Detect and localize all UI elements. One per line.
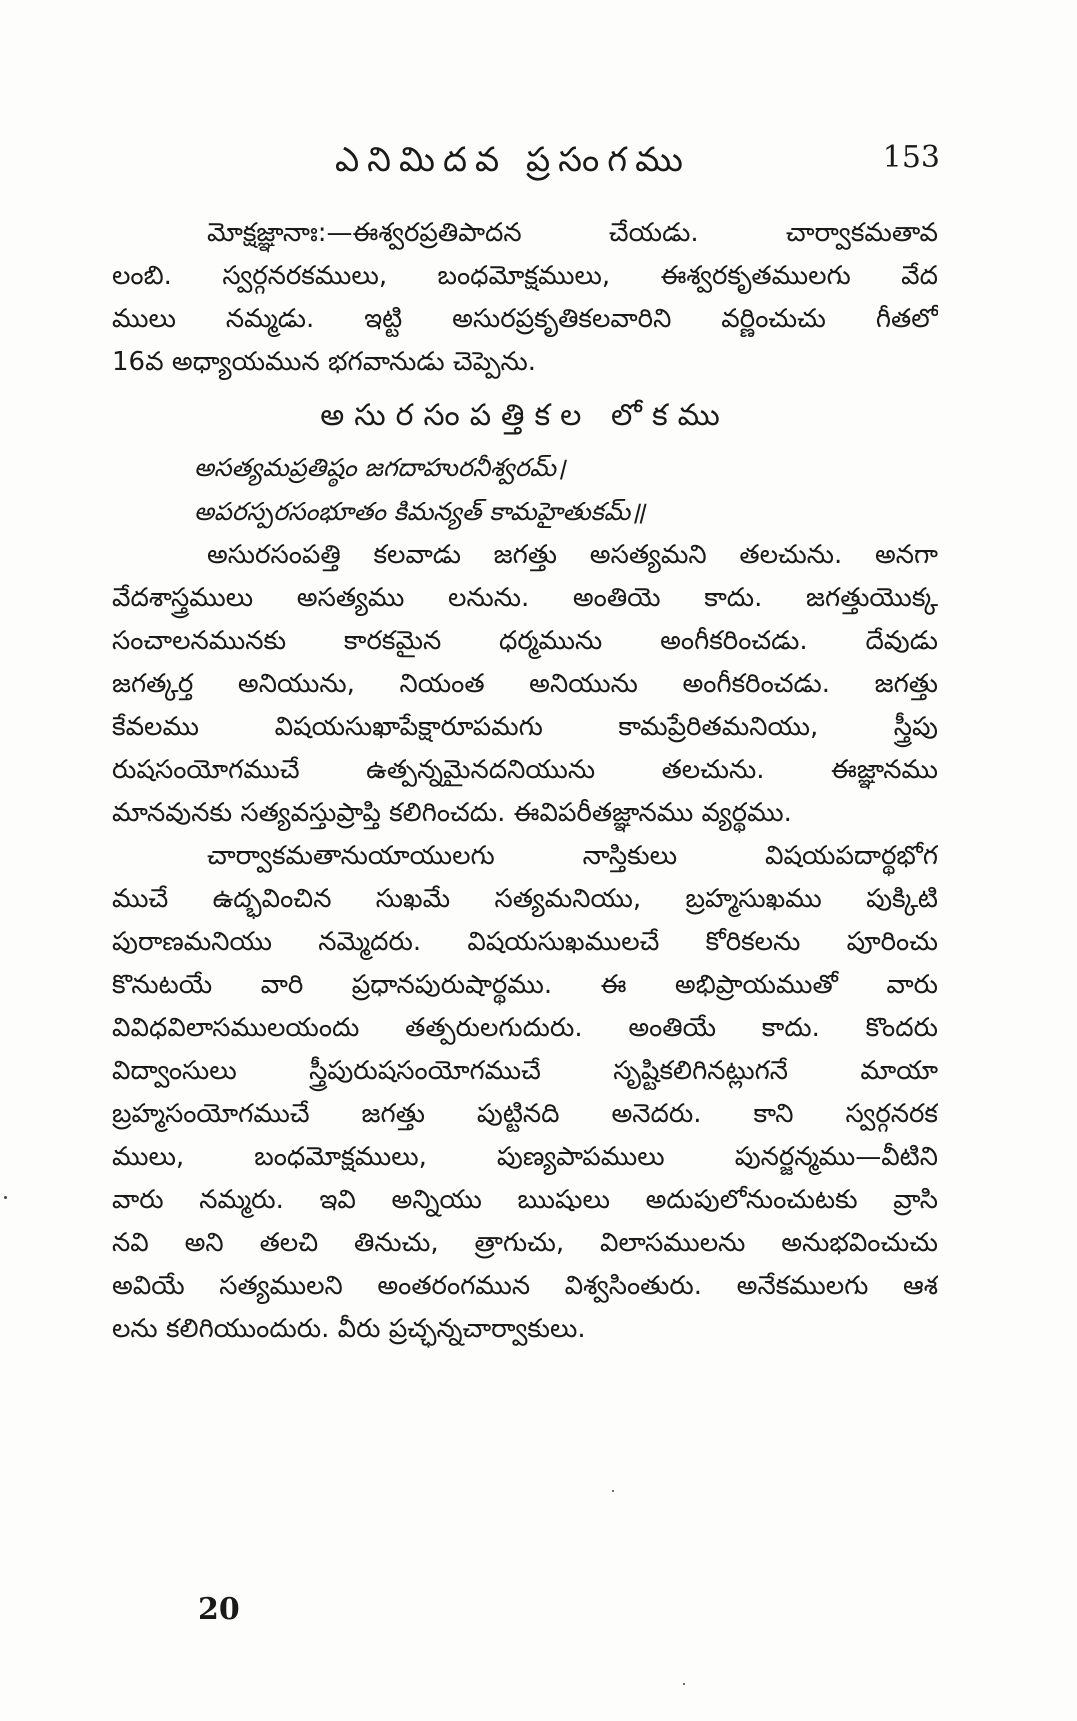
text-line: మానవునకు సత్యవస్తుప్రాప్తి కలిగించదు. ఈవిపరీతజ్ఞానము వ్యర్థము. [112,798,792,828]
text-line: కేవలము విషయసుఖాపేక్షారూపమగు కామప్రేరితమనియు, స్త్రీపు [112,712,938,742]
text-line: అసురసంపత్తి కలవాడు జగత్తు అసత్యమని తలచును. అనగా [207,540,938,570]
body-text [112,212,938,1351]
section-heading: అసురసంపత్తికల లోకము [320,398,730,433]
paragraph-3 [112,835,938,1351]
text-line: లను కలిగియుందురు. వీరు ప్రచ్ఛన్నచార్వాకులు. [112,1314,586,1344]
text-line: ములు నమ్మడు. ఇట్టి అసురప్రకృతికలవారిని వర్ణించుచు గీతలో [112,304,938,334]
running-title: ఎనిమిదవ ప్రసంగము [335,140,691,180]
text-line: లంబి. స్వర్గనరకములు, బంధమోక్షములు, ఈశ్వరకృతములగు వేద [112,261,938,291]
text-line: రుషసంయోగముచే ఉత్పన్నమైనదనియును తలచును. ఈజ్ఞానము [112,755,938,785]
text-line: పురాణమనియు నమ్మెదరు. విషయసుఖములచే కోరికలను పూరించు [112,927,938,957]
text-line: అవియే సత్యములని అంతరంగమున విశ్వసింతురు. అనేకములగు ఆశ [112,1271,938,1301]
paragraph-2 [112,534,938,835]
verse-block [112,446,938,534]
text-line: వివిధవిలాసములయందు తత్పరులగుదురు. అంతియే కాదు. కొందరు [112,1013,938,1043]
text-line: కొనుటయే వారి ప్రధానపురుషార్థము. ఈ అభిప్రాయముతో వారు [112,970,938,1000]
text-line: 16వ అధ్యాయమున భగవానుడు చెప్పెను. [112,347,537,377]
text-line: బ్రహ్మసంయోగముచే జగత్తు పుట్టినది అనెదరు. కాని స్వర్గనరక [112,1099,938,1129]
text-line: చార్వాకమతానుయాయులగు నాస్తికులు విషయపదార్థభోగ [207,841,938,871]
text-line: నవి అని తలచి తినుచు, త్రాగుచు, విలాసములను అనుభవించుచు [112,1228,938,1258]
text-line: వేదశాస్త్రములు అసత్యము లనును. అంతియె కాదు. జగత్తుయొక్క [112,583,938,613]
verse-line: అపరస్పరసంభూతం కిమన్యత్ కామహైతుకమ్॥ [194,497,646,526]
print-speck [4,1196,7,1199]
text-line: ముచే ఉద్భవించిన సుఖమే సత్యమనియు, బ్రహ్మసుఖము పుక్కిటి [112,884,938,914]
signature-mark: 20 [198,1592,240,1627]
verse-line: అసత్యమప్రతిష్ఠం జగదాహురనీశ్వరమ్। [194,453,566,482]
text-line: మోక్షజ్ఞానాః:—ఈశ్వరప్రతిపాదన చేయడు. చార్వాకమతావ [207,218,938,248]
page-number: 153 [882,140,940,175]
text-line: విద్వాంసులు స్త్రీపురుషసంయోగముచే సృష్టికలిగినట్లుగనే మాయా [112,1056,938,1086]
page-header [110,140,940,190]
print-speck [683,1683,685,1685]
text-line: ములు, బంధమోక్షములు, పుణ్యపాపములు పునర్జన్మము—వీటిని [112,1142,938,1172]
print-speck [612,1490,614,1492]
text-line: జగత్కర్త అనియును, నియంత అనియును అంగీకరించడు. జగత్తు [112,669,938,699]
text-line: సంచాలనమునకు కారకమైన ధర్మమును అంగీకరించడు. దేవుడు [112,626,938,656]
text-line: వారు నమ్మరు. ఇవి అన్నియు ఋషులు అదుపులోనుంచుటకు వ్రాసి [112,1185,938,1215]
paragraph-1 [112,212,938,384]
